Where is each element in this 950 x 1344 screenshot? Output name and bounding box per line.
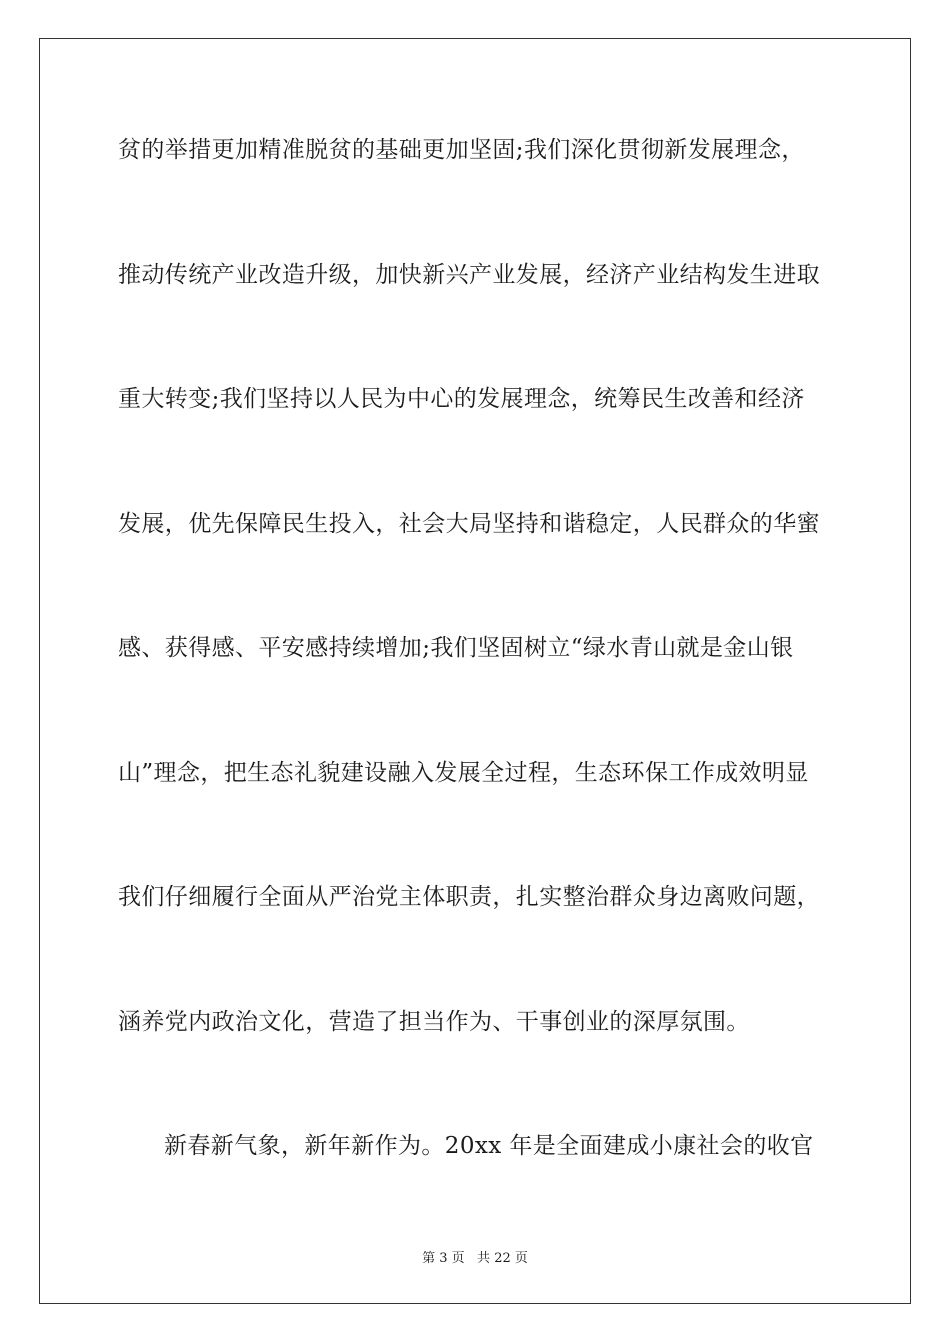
body-text-line: 发展，优先保障民生投入，社会大局坚持和谐稳定，人民群众的华蜜 — [118, 511, 820, 537]
body-text-line: 感、获得感、平安感持续增加;我们坚固树立“绿水青山就是金山银 — [118, 635, 794, 661]
page-border — [39, 38, 911, 1304]
body-text-line: 涵养党内政治文化，营造了担当作为、干事创业的深厚氛围。 — [118, 1009, 750, 1035]
body-text-line: 重大转变;我们坚持以人民为中心的发展理念，统筹民生改善和经济 — [118, 386, 805, 412]
body-text-line: 贫的举措更加精准脱贫的基础更加坚固;我们深化贯彻新发展理念， — [118, 137, 805, 163]
body-text-line: 推动传统产业改造升级，加快新兴产业发展，经济产业结构发生进取 — [118, 262, 820, 288]
page-number-footer: 第 3 页 共 22 页 — [422, 1251, 528, 1266]
body-text-line: 山”理念，把生态礼貌建设融入发展全过程，生态环保工作成效明显 — [118, 760, 809, 786]
paragraph-first-line: 新春新气象，新年新作为。20xx 年是全面建成小康社会的收官 — [164, 1133, 814, 1159]
body-text-line: 我们仔细履行全面从严治党主体职责，扎实整治群众身边离败问题， — [118, 884, 820, 910]
